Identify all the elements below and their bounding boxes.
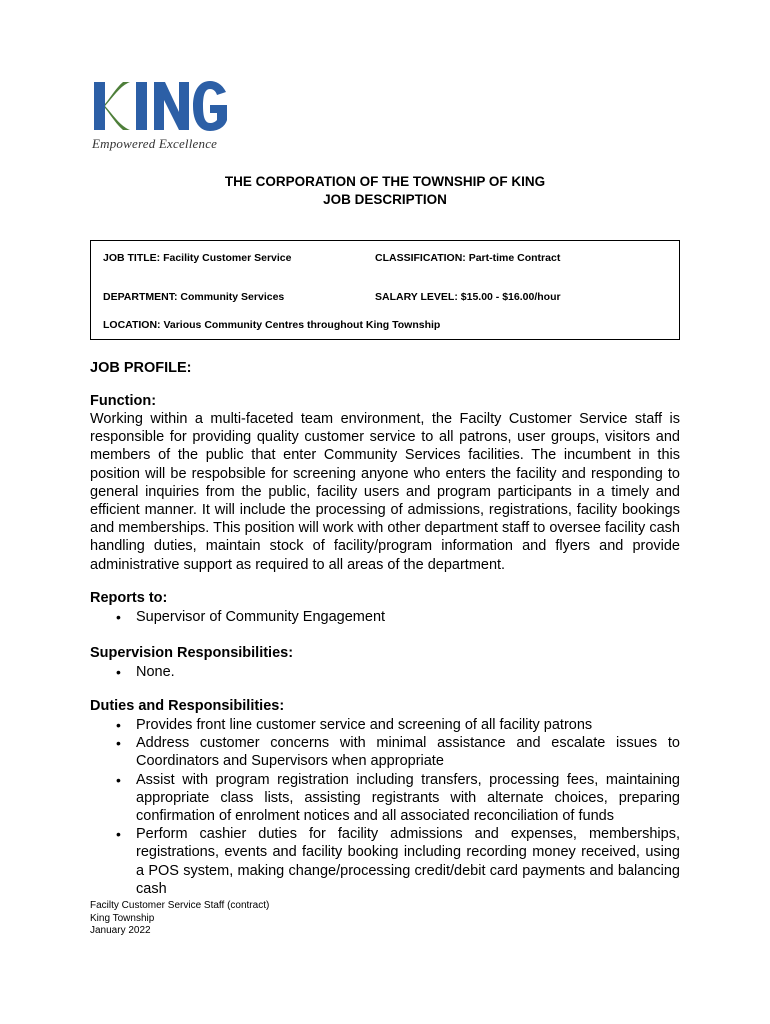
location-field: LOCATION: Various Community Centres throughout King Township xyxy=(103,319,441,331)
king-logo-graphic xyxy=(90,78,230,134)
logo-n xyxy=(154,82,189,130)
salary-level-field: SALARY LEVEL: $15.00 - $16.00/hour xyxy=(375,291,561,303)
bullet-icon: • xyxy=(116,735,121,752)
logo-g xyxy=(193,81,227,131)
department-field: DEPARTMENT: Community Services xyxy=(103,291,285,303)
job-title-field: JOB TITLE: Facility Customer Service xyxy=(103,252,292,264)
list-item xyxy=(90,771,680,826)
function-paragraph: Working within a multi-faceted team environment, the Facilty Customer Service staff is responsible for providing quality customer service to all patrons, user groups, visitors and members of the public that enter Community Services facilities. The incumbent in this position will be respobsible for screening anyone who enters the facility and responding to general inquiries from the public, facility users and program participants in a timely and efficient manner. It will include the processing of admissions, registrations, facility bookings and memberships. This position will work with other department staff to oversee facility cash handling duties, maintain stock of facility/program information and flyers and provide administrative support as required to all areas of the department. xyxy=(90,411,680,573)
logo-i xyxy=(136,82,147,130)
logo-k-stem xyxy=(94,82,105,130)
list-item-text: Address customer concerns with minimal assistance and escalate issues to Coordinators and Supervisors when appropriate xyxy=(136,735,680,770)
duties-heading: Duties and Responsibilities: xyxy=(90,698,285,714)
list-item-text: Perform cashier duties for facility admissions and expenses, memberships, registrations, events and facility booking including recording money received, using a POS system, making change/processing credit/debit card payments and balancing cash xyxy=(136,826,680,897)
footer-organization: King Township xyxy=(90,912,155,924)
bullet-icon: • xyxy=(116,664,121,680)
logo-k-upper-swoosh xyxy=(105,82,130,106)
document-heading-organization: THE CORPORATION OF THE TOWNSHIP OF KING xyxy=(224,174,546,189)
bullet-icon: • xyxy=(116,609,121,625)
page-footer xyxy=(90,900,269,938)
supervision-heading: Supervision Responsibilities: xyxy=(90,645,294,661)
job-profile-heading: JOB PROFILE: xyxy=(90,360,192,376)
reports-to-heading: Reports to: xyxy=(90,590,168,606)
job-info-box xyxy=(90,240,680,340)
function-heading: Function: xyxy=(90,393,157,409)
classification-field: CLASSIFICATION: Part-time Contract xyxy=(375,252,561,264)
list-item xyxy=(90,825,680,898)
logo-tagline: Empowered Excellence xyxy=(92,136,218,151)
duties-list xyxy=(90,716,680,898)
list-item xyxy=(90,716,680,734)
footer-date: January 2022 xyxy=(90,925,151,936)
bullet-icon: • xyxy=(116,771,121,788)
document-heading-title: JOB DESCRIPTION xyxy=(323,192,447,207)
list-item-text: Assist with program registration including transfers, processing fees, maintaining appropriate class lists, assisting registrants with alternate choices, preparing confirmation of enrolment notices and all associated reconciliation of funds xyxy=(136,771,680,825)
bullet-icon: • xyxy=(116,717,121,733)
bullet-icon: • xyxy=(116,826,121,843)
supervision-list xyxy=(90,663,680,681)
list-item-text: None. xyxy=(136,664,175,680)
list-item xyxy=(90,663,680,681)
footer-document-name: Facilty Customer Service Staff (contract) xyxy=(90,900,270,911)
list-item-text: Provides front line customer service and screening of all facility patrons xyxy=(136,717,593,733)
reports-to-list xyxy=(90,608,680,626)
list-item xyxy=(90,734,680,770)
list-item xyxy=(90,608,680,626)
logo-k-lower-swoosh xyxy=(105,106,130,130)
list-item-text: Supervisor of Community Engagement xyxy=(136,609,386,625)
